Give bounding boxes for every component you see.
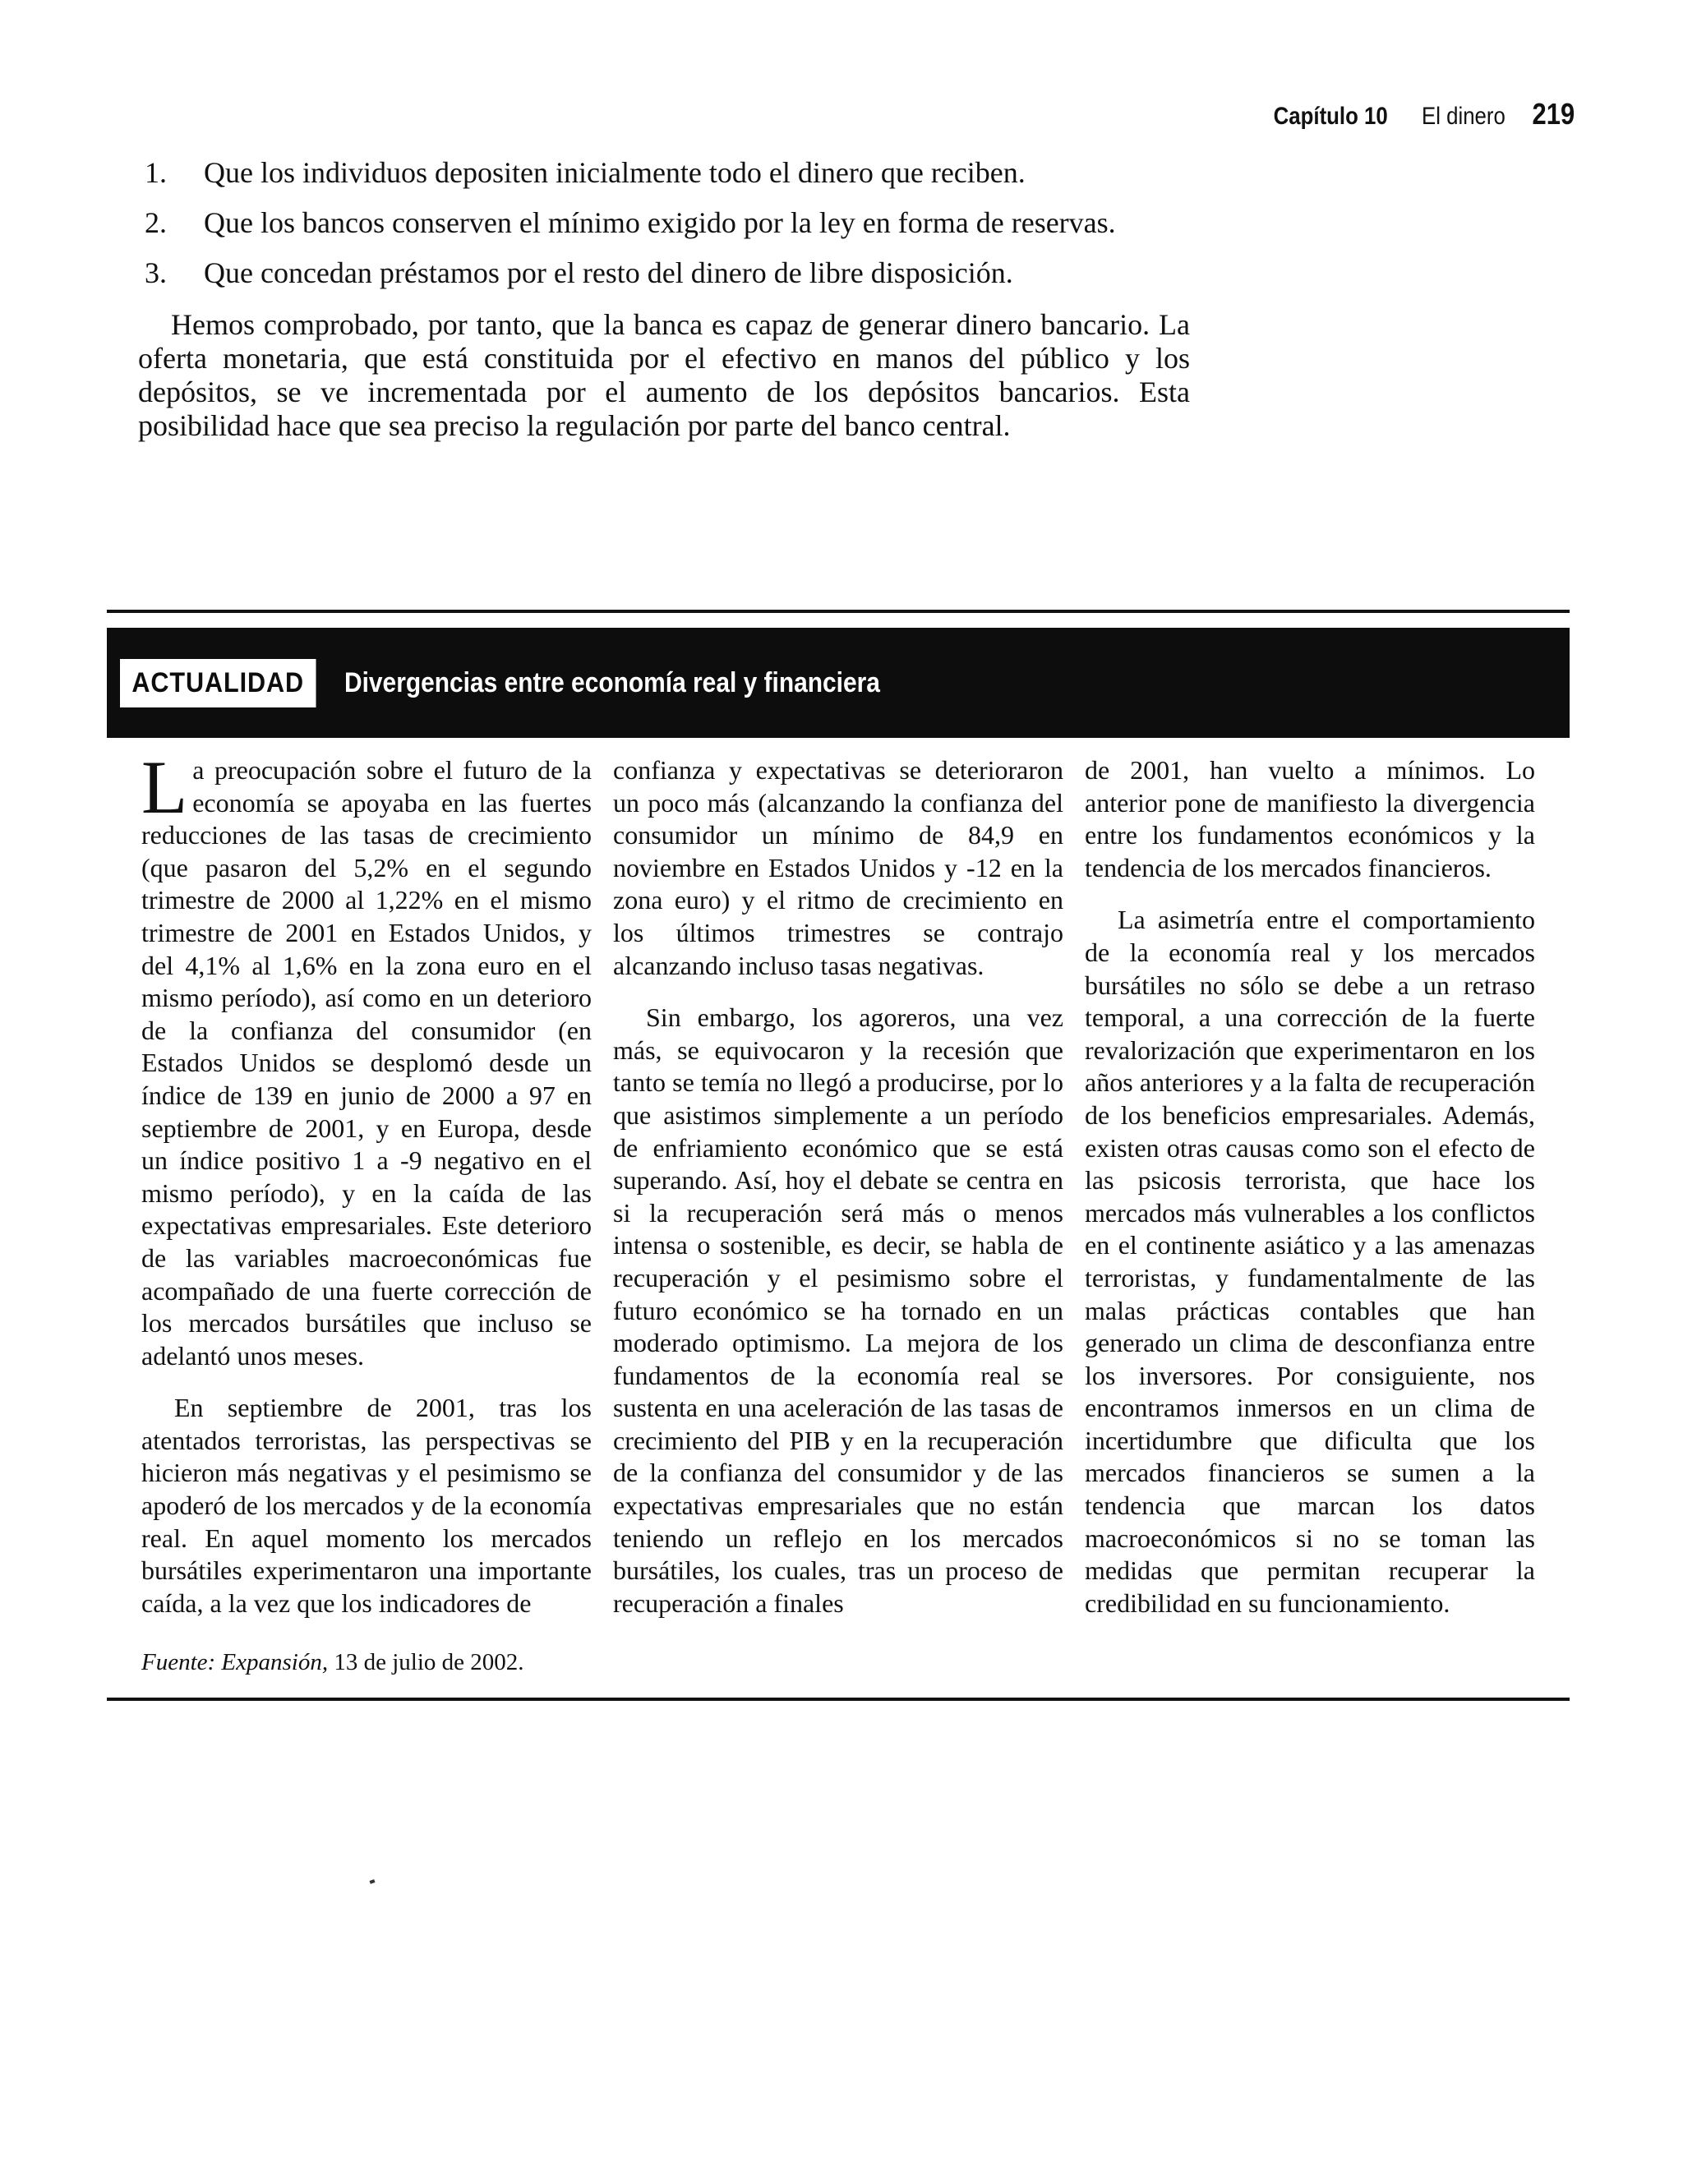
list-text: Que concedan préstamos por el resto del dinero de libre disposición. [204,256,1013,289]
list-item [138,156,1190,190]
list-item [138,206,1190,240]
column-paragraph: La asimetría entre el comportamiento de la economía real y los mercados bursátiles no sólo se debe a un retraso temporal, a una corrección de la fuerte revalorización que experimentaron en los años anteriores y a la falta de recuperación de los beneficios empresariales. Además, existen otras causas como son el efecto de las psicosis terrorista, que hace los mercados más vulnerables a los conflictos en el continente asiático y a las amenazas terroristas, y fundamentalmente de las malas prácticas contables que han generado un clima de desconfianza entre los inversores. Por consiguiente, nos encontramos inmersos en un clima de incertidumbre que dificulta que los mercados financieros se sumen a la tendencia que marcan los datos macroeconómicos si no se toman las medidas que permitan recuperar la credibilidad en su funcionamiento. [1085,905,1535,1618]
box-columns [107,745,1570,1639]
column-3 [1085,754,1535,1639]
box-banner [107,628,1570,738]
list-text: Que los individuos depositen inicialmente todo el dinero que reciben. [204,156,1026,189]
source-label: Fuente: Expansión, [141,1649,329,1676]
drop-cap: L [141,745,188,829]
chapter-label: Capítulo 10 [1273,103,1388,130]
list-text: Que los bancos conserven el mínimo exigido por la ley en forma de reservas. [204,206,1116,239]
column-paragraph: En septiembre de 2001, tras los atentados terroristas, las perspectivas se hicieron más negativas y el pesimismo se apoderó de los mercados y de la economía real. En aquel momento los mercados bursátiles experimentaron una importante caída, a la vez que los indicadores de [141,1393,592,1618]
column-paragraph: Sin embargo, los agoreros, una vez más, se equivocaron y la recesión que tanto se temía no llegó a producirse, por lo que asistimos simplemente a un período de enfriamiento económico que se está superando. Así, hoy el debate se centra en si la recuperación será más o menos intensa o sostenible, es decir, se habla de recuperación y el pesimismo sobre el futuro económico se ha tornado en un moderado optimismo. La mejora de los fundamentos de la economía real se sustenta en una aceleración de las tasas de crecimiento del PIB y en la recuperación de la confianza del consumidor y de las expectativas empresariales que no están teniendo un reflejo en los mercados bursátiles, los cuales, tras un proceso de recuperación a finales [613,1002,1063,1618]
source-citation [141,1649,1570,1676]
page-header [1273,97,1575,131]
chapter-title: El dinero [1421,103,1505,130]
numbered-list [138,156,1190,290]
column-paragraph: de 2001, han vuelto a mínimos. Lo anterior pone de manifiesto la divergencia entre los fundamentos económicos y la tendencia de los mercados financieros. [1085,755,1535,882]
top-rule [107,610,1570,613]
source-date: 13 de julio de 2002. [334,1649,524,1676]
box-title: Divergencias entre economía real y financiera [344,666,880,698]
column-2 [613,754,1063,1639]
page-number: 219 [1532,97,1575,131]
stray-mark [369,1879,375,1884]
paragraph-text: a preocupación sobre el futuro de la economía se apoyaba en las fuertes reducciones de las tasas de crecimiento (que pasaron del 5,2% en el segundo trimestre de 2000 al 1,22% en el mismo trimestre de 2001 en Estados Unidos, y del 4,1% al 1,6% en la zona euro en el mismo período), así como en un deterioro de la confianza del consumidor (en Estados Unidos se desplomó desde un índice de 139 en junio de 2000 a 97 en septiembre de 2001, y en Europa, desde un índice positivo 1 a -9 negativo en el mismo período), y en la caída de las expectativas empresariales. Este deterioro de las variables macroeconómicas fue acompañado de una fuerte corrección de los mercados bursátiles que incluso se adelantó unos meses. [141,755,592,1371]
column-1 [141,745,592,1639]
intro-paragraph: Hemos comprobado, por tanto, que la banca es capaz de generar dinero bancario. La oferta monetaria, que está constituida por el efectivo en manos del público y los depósitos, se ve incrementada por el aumento de los depósitos bancarios. Esta posibilidad hace que sea preciso la regulación por parte del banco central. [138,308,1190,442]
list-number: 1. [145,156,167,189]
column-paragraph: confianza y expectativas se deterioraron un poco más (alcanzando la confianza del consumidor un mínimo de 84,9 en noviembre en Estados Unidos y -12 en la zona euro) y el ritmo de crecimiento en los últimos trimestres se contrajo alcanzando incluso tasas negativas. [613,755,1063,980]
intro-section [138,156,1190,443]
box-tag: ACTUALIDAD [120,659,316,707]
list-number: 2. [145,206,167,239]
list-number: 3. [145,256,167,289]
actualidad-box [107,610,1570,1701]
column-paragraph [141,745,592,1372]
bottom-rule [107,1698,1570,1701]
list-item [138,256,1190,290]
